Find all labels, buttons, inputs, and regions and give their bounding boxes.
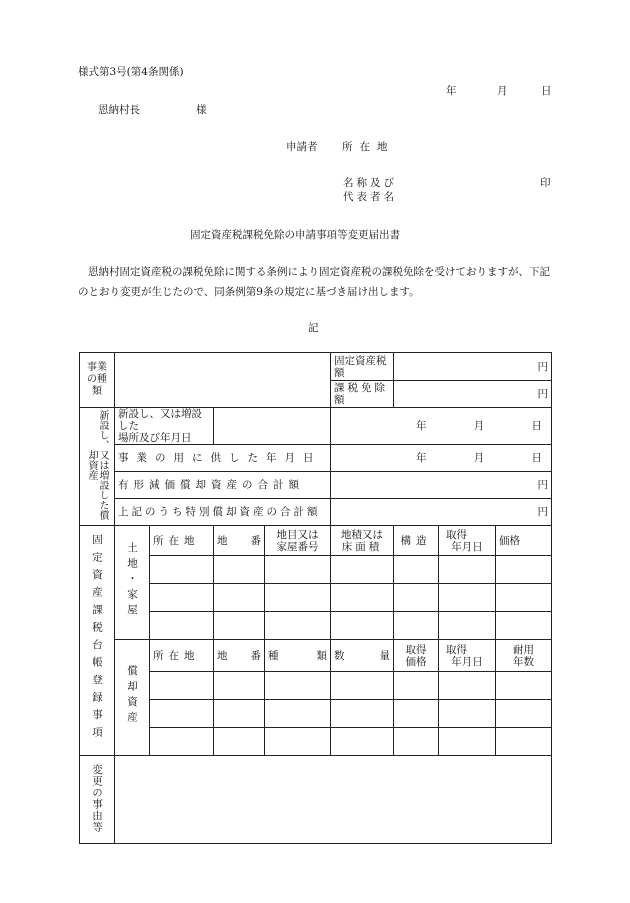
tax-amount-label: 固定資産税額 — [331, 353, 394, 381]
col-qty-header: 数 量 — [331, 640, 394, 672]
land-cell[interactable] — [265, 584, 331, 612]
asset-cell[interactable] — [150, 728, 214, 756]
new-place-cell[interactable] — [214, 408, 331, 445]
depreciable-label: 償却資産 — [115, 640, 150, 756]
applicant-address-label: 所在地 — [342, 141, 395, 153]
col-acq-date-header-2: 取得 年月日 — [439, 640, 496, 672]
land-cell[interactable] — [214, 584, 265, 612]
asset-cell[interactable] — [214, 700, 265, 728]
col-structure-header: 構造 — [394, 526, 439, 556]
asset-cell[interactable] — [439, 700, 496, 728]
land-cell[interactable] — [214, 556, 265, 584]
asset-cell[interactable] — [214, 672, 265, 700]
land-cell[interactable] — [150, 584, 214, 612]
asset-cell[interactable] — [496, 728, 552, 756]
land-cell[interactable] — [331, 612, 394, 640]
date-year-label: 年 — [446, 85, 457, 97]
yen-unit: 円 — [537, 388, 549, 400]
asset-cell[interactable] — [496, 672, 552, 700]
land-house-label: 土地・家屋 — [115, 526, 150, 640]
date-month-label: 月 — [497, 85, 508, 97]
ki-label: 記 — [308, 322, 319, 334]
land-cell[interactable] — [394, 584, 439, 612]
business-use-date-cell[interactable]: 年 月 日 — [331, 445, 552, 472]
body-text: 恩納村固定資産税の課税免除に関する条例により固定資産税の課税免除を受けておりますが、下記のとおり変更が生じたので、同条例第9条の規定に基づき届け出します。 — [78, 266, 550, 298]
business-type-cell[interactable] — [115, 353, 331, 408]
asset-cell[interactable] — [265, 672, 331, 700]
yen-unit: 円 — [537, 360, 549, 373]
col-area-header: 地積又は 床面積 — [331, 526, 394, 556]
col-chiban-header: 地 番 — [214, 526, 265, 556]
date-day-label: 日 — [541, 85, 552, 97]
asset-cell[interactable] — [331, 700, 394, 728]
land-cell[interactable] — [439, 612, 496, 640]
land-cell[interactable] — [150, 556, 214, 584]
col-acq-price-header: 取得 価格 — [394, 640, 439, 672]
col-chimoku-header: 地目又は 家屋番号 — [265, 526, 331, 556]
business-type-label: 事業の種類 — [80, 353, 115, 408]
asset-cell[interactable] — [265, 728, 331, 756]
asset-cell[interactable] — [265, 700, 331, 728]
tangible-total-label: 有形減価償却資産の合計額 — [115, 472, 331, 499]
land-cell[interactable] — [439, 584, 496, 612]
asset-cell[interactable] — [439, 728, 496, 756]
new-assets-section-label: 新設し、又は増設した償却資産 — [80, 408, 115, 526]
asset-cell[interactable] — [439, 672, 496, 700]
new-place-label: 新設し、又は増設した 場所及び年月日 — [115, 408, 214, 445]
special-total-label: 上記のうち特別償却資産の合計額 — [115, 499, 331, 526]
land-cell[interactable] — [496, 612, 552, 640]
asset-cell[interactable] — [394, 672, 439, 700]
change-reason-label: 変更の事由等 — [80, 756, 115, 844]
tangible-total-cell[interactable]: 円 — [331, 472, 552, 499]
document-title: 固定資産税課税免除の申請事項等変更届出書 — [190, 229, 400, 241]
addressee-honorific: 様 — [196, 104, 207, 116]
applicant-name-label-2: 代表者名 — [343, 191, 397, 203]
land-cell[interactable] — [439, 556, 496, 584]
applicant-label: 申請者 — [286, 141, 318, 153]
addressee-name: 恩納村長 — [98, 104, 140, 116]
asset-cell[interactable] — [150, 700, 214, 728]
tax-amount-cell[interactable] — [394, 353, 552, 381]
asset-cell[interactable] — [214, 728, 265, 756]
asset-cell[interactable] — [331, 672, 394, 700]
asset-cell[interactable] — [331, 728, 394, 756]
exempt-amount-label: 課税免除額 — [331, 381, 394, 408]
land-cell[interactable] — [394, 612, 439, 640]
land-cell[interactable] — [265, 612, 331, 640]
change-reason-cell[interactable] — [115, 756, 552, 844]
land-cell[interactable] — [265, 556, 331, 584]
col-location-header: 所在地 — [150, 526, 214, 556]
form-number: 様式第3号(第4条関係) — [78, 66, 184, 78]
land-cell[interactable] — [394, 556, 439, 584]
land-cell[interactable] — [214, 612, 265, 640]
business-use-date-label: 事業の用に供した年月日 — [115, 445, 331, 472]
application-form-table — [79, 352, 552, 844]
seal-mark: 印 — [540, 177, 551, 189]
special-total-cell[interactable]: 円 — [331, 499, 552, 526]
land-cell[interactable] — [331, 584, 394, 612]
col-life-header: 耐用 年数 — [496, 640, 552, 672]
col-location-header-2: 所在地 — [150, 640, 214, 672]
land-cell[interactable] — [150, 612, 214, 640]
new-date-cell[interactable]: 年 月 日 — [331, 408, 552, 445]
registry-section-label: 固定資産課税台帳登録事項 — [80, 526, 115, 756]
applicant-name-label-1: 名称及び — [343, 177, 397, 189]
col-acq-date-header: 取得 年月日 — [439, 526, 496, 556]
land-cell[interactable] — [496, 556, 552, 584]
col-kind-header: 種 類 — [265, 640, 331, 672]
exempt-amount-cell[interactable] — [394, 381, 552, 408]
asset-cell[interactable] — [150, 672, 214, 700]
land-cell[interactable] — [331, 556, 394, 584]
asset-cell[interactable] — [394, 700, 439, 728]
land-cell[interactable] — [496, 584, 552, 612]
col-price-header: 価格 — [496, 526, 552, 556]
col-chiban-header-2: 地 番 — [214, 640, 265, 672]
asset-cell[interactable] — [394, 728, 439, 756]
asset-cell[interactable] — [496, 700, 552, 728]
